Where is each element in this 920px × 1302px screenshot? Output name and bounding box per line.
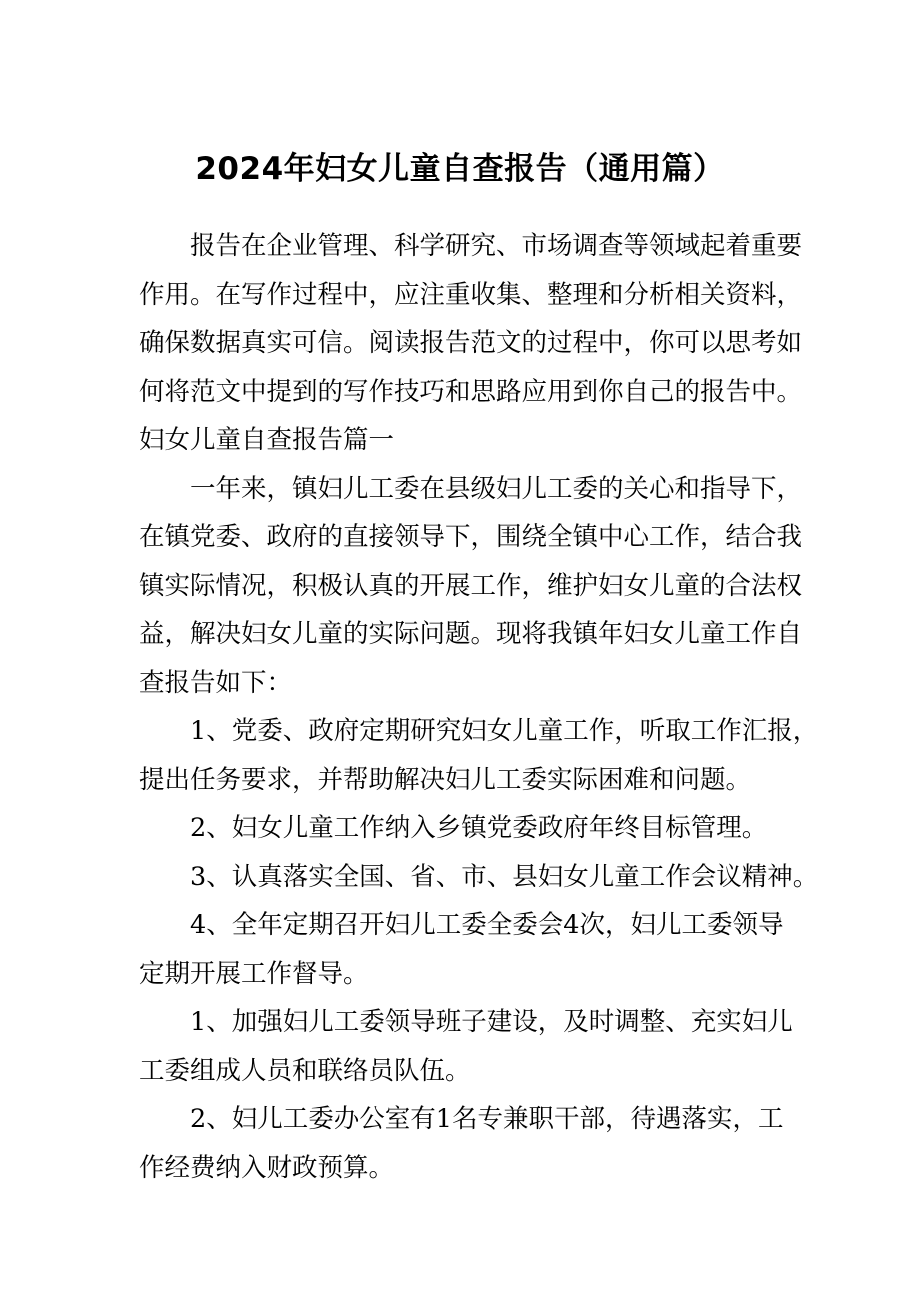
list-b-item-1-line-2: 工委组成人员和联络员队伍。 xyxy=(139,1055,471,1086)
list-item-2: 2、妇女儿童工作纳入乡镇党委政府年终目标管理。 xyxy=(190,813,768,843)
list-item-3: 3、认真落实全国、省、市、县妇女儿童工作会议精神。 xyxy=(190,861,819,892)
paragraph-line-2: 在镇党委、政府的直接领导下，围绕全镇中心工作，结合我 xyxy=(139,522,803,552)
section-heading: 妇女儿童自查报告篇一 xyxy=(139,425,395,455)
document-title: 2024年妇女儿童自查报告（通用篇） xyxy=(195,151,725,187)
intro-line-2: 作用。在写作过程中，应注重收集、整理和分析相关资料， xyxy=(139,279,803,310)
paragraph-line-1: 一年来，镇妇儿工委在县级妇儿工委的关心和指导下， xyxy=(190,473,803,504)
list-item-4-line-2: 定期开展工作督导。 xyxy=(139,958,369,989)
intro-line-3: 确保数据真实可信。阅读报告范文的过程中，你可以思考如 xyxy=(139,328,803,358)
intro-line-4: 何将范文中提到的写作技巧和思路应用到你自己的报告中。 xyxy=(139,376,803,407)
list-item-1-line-1: 1、党委、政府定期研究妇女儿童工作，听取工作汇报， xyxy=(190,716,819,746)
paragraph-line-4: 益，解决妇女儿童的实际问题。现将我镇年妇女儿童工作自 xyxy=(139,619,803,649)
list-b-item-1-line-1: 1、加强妇儿工委领导班子建设，及时调整、充实妇儿 xyxy=(190,1007,793,1037)
paragraph-line-3: 镇实际情况，积极认真的开展工作，维护妇女儿童的合法权 xyxy=(139,570,803,601)
document-body xyxy=(139,222,819,1192)
paragraph-line-5: 查报告如下： xyxy=(139,667,293,698)
intro-line-1: 报告在企业管理、科学研究、市场调查等领域起着重要 xyxy=(190,231,803,261)
list-b-item-2-line-2: 作经费纳入财政预算。 xyxy=(139,1152,395,1183)
list-item-4-line-1: 4、全年定期召开妇儿工委全委会4次，妇儿工委领导 xyxy=(190,910,784,940)
list-b-item-2-line-1: 2、妇儿工委办公室有1名专兼职干部，待遇落实，工 xyxy=(190,1104,784,1134)
list-item-1-line-2: 提出任务要求，并帮助解决妇儿工委实际困难和问题。 xyxy=(139,764,752,795)
